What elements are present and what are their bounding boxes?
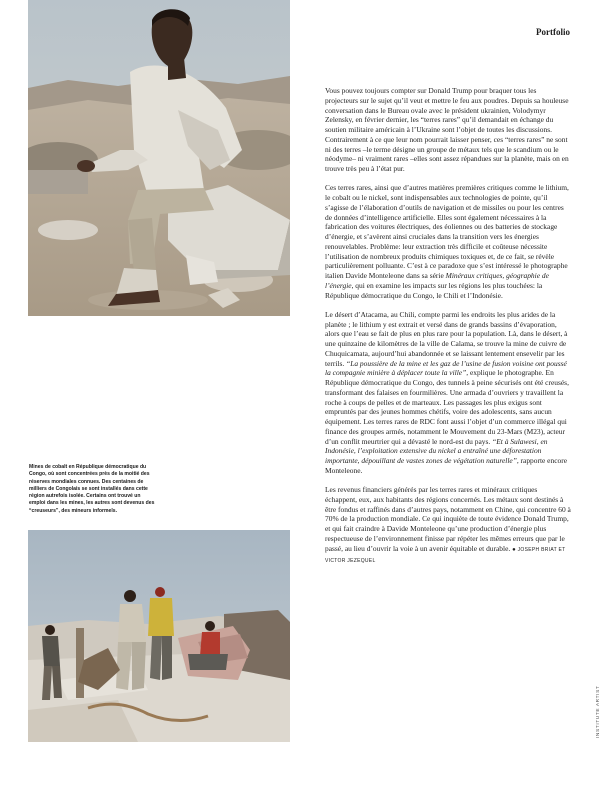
article-paragraph-4 — [325, 485, 571, 567]
section-label: Portfolio — [536, 27, 570, 37]
article-paragraph-4-text: Les revenus financiers générés par les terres rares et minéraux critiques échappent, eux, aux habitants des régions concernés. Les métaux sont destinés à être fondus et raffinés dans d’autres pays, notamment en Chine, qui concentre 60 à 70% de la production mondiale. Ce qui inquiète de toute évidence Donald Trump, et qui fait craindre à Davide Monteleone qu’une production d’énergie plus respectueuse de l’environnement finisse par répéter les mêmes erreurs que par le passé, au lieu d’ouvrir la voie à un avenir équitable et durable. — [325, 485, 571, 553]
photo-seated-miner — [28, 0, 290, 316]
quote-city-relocation: “La poussière de la mine et les gaz de l’usine de fusion voisine ont poussé la compagnie minière à déplacer toute la ville” — [325, 358, 567, 378]
article-paragraph-3-text-a: Le désert d’Atacama, au Chili, compte parmi les endroits les plus arides de la planète ; le lithium y est extrait et versé dans de grands bassins d’évaporation, alors que l’eau se fait de plus en plus rare pour la population. Là, dans le désert, à une quinzaine de kilomètres de la ville de Calama, se trouve la mine de cuivre de Chuquicamata, aujourd’hui abandonnée et se laissant lentement ensevelir par les terrils. — [325, 309, 568, 368]
article-paragraph-3 — [325, 310, 571, 476]
series-title: Minéraux critiques, géographie de l’énergie — [325, 271, 549, 290]
end-mark-icon: ● — [512, 546, 516, 553]
byline: JOSEPH BRIAT ET VICTOR JEZEQUEL — [325, 546, 566, 565]
article-paragraph-2 — [325, 183, 571, 300]
photo-caption: Mines de cobalt en République démocratique du Congo, où sont concentrées près de la moitié des réserves mondiales connues. Des centaines de milliers de Congolais se sont installés dans cette région autrefois isolée. Certains ont trouvé un emploi dans les mines, les autres sont devenus des “creuseurs”, des mineurs informels. — [29, 464, 155, 514]
photo-credit: INSTITUTE ARTIST — [596, 685, 601, 738]
quote-sulawesi-deforestation: “Et à Sulawesi, en Indonésie, l’exploitation extensive du nickel a entraîné une déforestation importante, dépouillant de vastes zones de végétation naturelle” — [325, 436, 548, 465]
article-paragraph-1: Vous pouvez toujours compter sur Donald Trump pour braquer tous les projecteurs sur le sujet qu’il veut et mettre le feu aux poudres. Depuis sa houleuse conversation dans le Bureau ovale avec le président ukrainien, Volodymyr Zelensky, en février dernier, les “terres rares” qu’il demandait en échange du soutien militaire américain à l’Ukraine sont l’objet de toutes les discussions. Contrairement à ce que leur nom pourrait laisser penser, ces “terres rares” ne sont ni des terres –le terme désigne un groupe de métaux tels que le scandium ou le néodyme– ni vraiment rares –elles sont assez répandues sur la planète, mais on en trouve très peu à l’état pur. — [325, 86, 569, 173]
article-paragraph-2-text-a: Ces terres rares, ainsi que d’autres matières premières critiques comme le lithium, le cobalt ou le nickel, sont indispensables aux technologies de pointe, qu’il s’agisse de l’élaboration d’outils de navigation et de missiles ou pour les centres de données d’intelligence artificielle. Elles sont également nécessaires à la fabrication des voitures électriques, des éoliennes ou des batteries de stockage d’énergie, et s’avèrent ainsi cruciales dans la transition vers les énergies renouvelables. Problème: leur extraction très difficile et coûteuse nécessite l’utilisation de nombreux produits chimiques toxiques et, de ce fait, se révèle particulièrement polluante. C’est à ce paradoxe que s’est intéressé le photographe italien Davide Monteleone dans sa série — [325, 183, 569, 280]
article-paragraph-3-text-b: , explique le photographe. En République démocratique du Congo, des tunnels à peine sécurisés ont été creusés, transformant des falaises en fourmilières. Une armada d’ouvriers y travaillent la roche à coups de pelles et de marteaux. Les passages les plus exigus sont empruntés par des jeunes hommes chétifs, voire des adolescents, sans aucun équipement. Les terres rares de RDC font aussi l’objet d’un commerce illégal qui finance des groupes armés, notamment le Mouvement du 23-Mars (M23), acteur d’un conflit meurtrier qui a dévasté le nord-est du pays. — [325, 368, 569, 446]
article-body — [325, 86, 571, 577]
article-paragraph-2-text-b: , qui en examine les impacts sur les régions les plus touchées: la République démocratique du Congo, le Chili et l’Indonésie. — [325, 280, 543, 300]
photo-mine-workers — [28, 530, 290, 742]
article-paragraph-3-text-c: , rapporte encore Monteleone. — [325, 456, 568, 475]
